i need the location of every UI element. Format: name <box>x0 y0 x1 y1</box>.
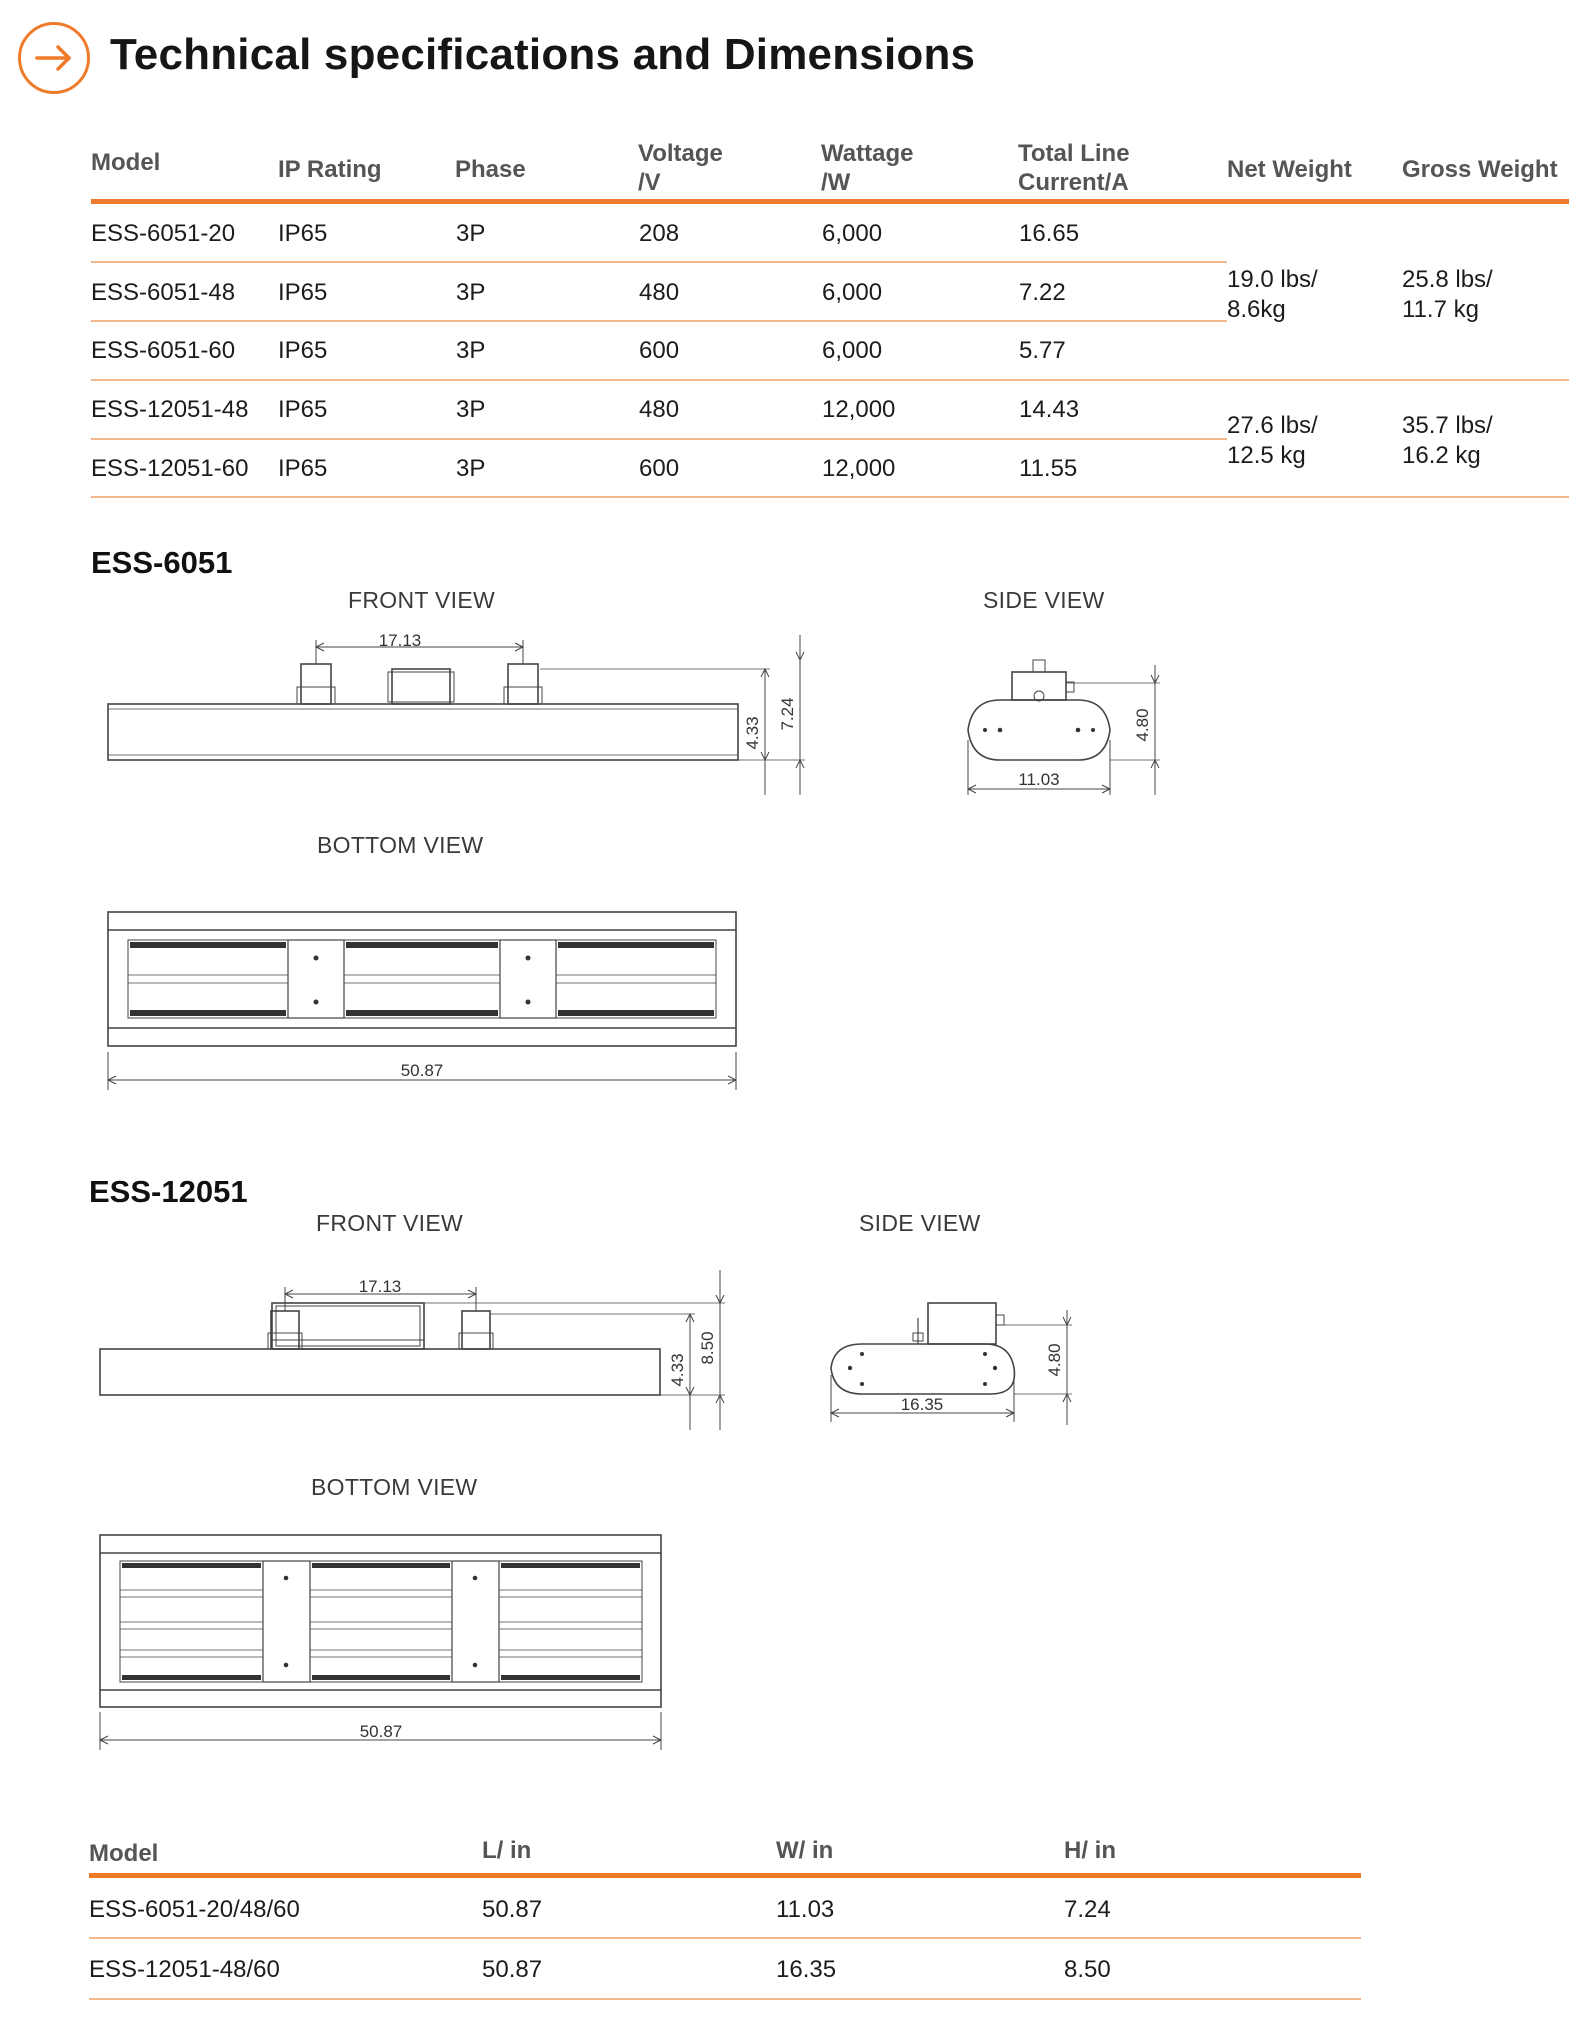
side-view-label: SIDE VIEW <box>859 1210 981 1236</box>
col-header-phase: Phase <box>455 156 526 183</box>
cell-voltage: 208 <box>639 220 680 247</box>
dim-side-width: 16.35 <box>900 1395 944 1414</box>
cell-wattage: 6,000 <box>822 337 883 364</box>
net-weight-lbs: 27.6 lbs/ <box>1227 412 1318 439</box>
gross-weight-kg: 16.2 kg <box>1402 442 1481 469</box>
cell-voltage: 480 <box>639 396 680 423</box>
cell-current: 11.55 <box>1019 455 1078 482</box>
ess12051-front-view <box>100 1270 725 1430</box>
col-header-height: H/ in <box>1064 1837 1116 1864</box>
dim-side-height: 4.80 <box>1045 1343 1064 1377</box>
section-title-ess6051: ESS-6051 <box>91 545 233 580</box>
dim-height-2: 8.50 <box>698 1331 717 1365</box>
cell-voltage: 600 <box>639 337 680 364</box>
cell-phase: 3P <box>456 279 486 306</box>
dim-height-1: 4.33 <box>743 716 762 750</box>
cell-ip: IP65 <box>278 220 328 247</box>
cell-current: 16.65 <box>1019 220 1080 247</box>
dim-spacing: 17.13 <box>378 631 422 650</box>
col-header-voltage-line2: /V <box>638 169 661 196</box>
cell-voltage: 480 <box>639 279 680 306</box>
header-divider <box>89 1873 1361 1878</box>
cell-length: 50.87 <box>482 1896 543 1923</box>
cell-model: ESS-12051-60 <box>91 455 249 482</box>
cell-length: 50.87 <box>482 1956 543 1983</box>
cell-phase: 3P <box>456 455 486 482</box>
cell-model: ESS-6051-20 <box>91 220 236 247</box>
cell-current: 5.77 <box>1019 337 1066 364</box>
cell-width: 11.03 <box>776 1896 835 1923</box>
cell-ip: IP65 <box>278 279 328 306</box>
side-view-label: SIDE VIEW <box>983 587 1105 613</box>
net-weight-kg: 12.5 kg <box>1227 442 1306 469</box>
col-header-ip-rating: IP Rating <box>278 156 382 183</box>
cell-width: 16.35 <box>776 1956 837 1983</box>
cell-model: ESS-12051-48/60 <box>89 1956 280 1983</box>
dim-length: 50.87 <box>400 1061 444 1080</box>
gross-weight-lbs: 25.8 lbs/ <box>1402 266 1493 293</box>
page-title: Technical specifications and Dimensions <box>110 30 976 79</box>
col-header-model: Model <box>91 149 161 176</box>
col-header-gross-weight: Gross Weight <box>1402 156 1558 183</box>
cell-height: 8.50 <box>1064 1956 1111 1983</box>
gross-weight-kg: 11.7 kg <box>1402 296 1479 323</box>
dim-spacing: 17.13 <box>358 1277 402 1296</box>
col-header-wattage-line1: Wattage <box>821 140 914 167</box>
col-header-model: Model <box>89 1840 159 1867</box>
cell-wattage: 12,000 <box>822 396 896 423</box>
cell-ip: IP65 <box>278 396 328 423</box>
cell-wattage: 6,000 <box>822 220 883 247</box>
net-weight-lbs: 19.0 lbs/ <box>1227 266 1318 293</box>
col-header-wattage-line2: /W <box>821 169 851 196</box>
dim-side-width: 11.03 <box>1018 770 1060 789</box>
cell-current: 7.22 <box>1019 279 1066 306</box>
cell-current: 14.43 <box>1019 396 1080 423</box>
dim-height-2: 7.24 <box>778 697 797 731</box>
row-divider <box>89 1998 1361 2000</box>
col-header-current-line2: Current/A <box>1018 169 1129 196</box>
cell-model: ESS-6051-60 <box>91 337 236 364</box>
cell-phase: 3P <box>456 337 486 364</box>
col-header-width: W/ in <box>776 1837 834 1864</box>
cell-height: 7.24 <box>1064 1896 1111 1923</box>
dim-side-height: 4.80 <box>1133 708 1152 742</box>
section-title-ess12051: ESS-12051 <box>89 1174 248 1209</box>
cell-phase: 3P <box>456 396 486 423</box>
cell-model: ESS-12051-48 <box>91 396 249 423</box>
ess12051-side-view <box>831 1303 1072 1425</box>
cell-ip: IP65 <box>278 337 328 364</box>
gross-weight-lbs: 35.7 lbs/ <box>1402 412 1493 439</box>
bottom-view-label: BOTTOM VIEW <box>311 1474 478 1500</box>
front-view-label: FRONT VIEW <box>316 1210 463 1236</box>
cell-wattage: 6,000 <box>822 279 883 306</box>
cell-model: ESS-6051-20/48/60 <box>89 1896 300 1923</box>
net-weight-kg: 8.6kg <box>1227 296 1286 323</box>
front-view-label: FRONT VIEW <box>348 587 495 613</box>
col-header-voltage-line1: Voltage <box>638 140 723 167</box>
dim-height-1: 4.33 <box>668 1353 687 1387</box>
cell-voltage: 600 <box>639 455 680 482</box>
cell-model: ESS-6051-48 <box>91 279 236 306</box>
cell-phase: 3P <box>456 220 486 247</box>
row-divider <box>89 1937 1361 1939</box>
col-header-length: L/ in <box>482 1837 532 1864</box>
cell-ip: IP65 <box>278 455 328 482</box>
cell-wattage: 12,000 <box>822 455 896 482</box>
col-header-current-line1: Total Line <box>1018 140 1130 167</box>
col-header-net-weight: Net Weight <box>1227 156 1352 183</box>
dim-length: 50.87 <box>359 1722 403 1741</box>
bottom-view-label: BOTTOM VIEW <box>317 832 484 858</box>
